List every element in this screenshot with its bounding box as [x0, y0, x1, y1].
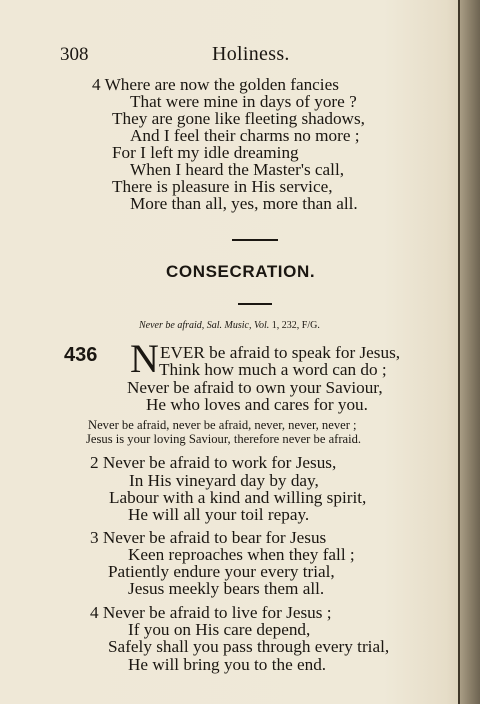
- verse2-line: Labour with a kind and willing spirit,: [109, 488, 367, 507]
- verse4-line: He will bring you to the end.: [128, 655, 327, 674]
- chorus-line: Jesus is your loving Saviour, therefore never be afraid.: [86, 432, 362, 446]
- verse3-line: 3 Never be afraid to bear for Jesus: [90, 528, 327, 547]
- verse3-line: Keen reproaches when they fall ;: [128, 545, 355, 564]
- drop-cap: N: [130, 336, 159, 381]
- tune-reference: [139, 320, 320, 331]
- running-title: Holiness.: [212, 43, 290, 65]
- prev-verse-line: 4 Where are now the golden fancies: [92, 75, 339, 94]
- chorus-line: Never be afraid, never be afraid, never, never, never ;: [88, 418, 357, 432]
- prev-verse-line: That were mine in days of yore ?: [130, 92, 357, 111]
- verse1-line: Never be afraid to own your Saviour,: [127, 378, 383, 397]
- verse1-line: EVER be afraid to speak for Jesus,: [160, 343, 401, 362]
- book-gutter: [460, 0, 480, 704]
- page-number: 308: [60, 44, 89, 65]
- prev-verse-line: And I feel their charms no more ;: [130, 126, 360, 145]
- tune-reference-italic: Never be afraid, Sal. Music, Vol.: [139, 320, 270, 331]
- section-divider-top: [232, 239, 278, 241]
- verse3-line: Jesus meekly bears them all.: [128, 579, 325, 598]
- tune-reference-tail: 1, 232, F/G.: [269, 320, 320, 331]
- prev-verse-line: More than all, yes, more than all.: [130, 194, 358, 213]
- prev-verse-line: For I left my idle dreaming: [112, 143, 299, 162]
- hymn-number: 436: [64, 344, 98, 366]
- prev-verse-line: When I heard the Master's call,: [130, 160, 345, 179]
- verse2-line: He will all your toil repay.: [128, 505, 310, 524]
- prev-verse-line: There is pleasure in His service,: [112, 177, 333, 196]
- verse2-line: In His vineyard day by day,: [129, 471, 319, 490]
- prev-verse-line: They are gone like fleeting shadows,: [112, 109, 365, 128]
- verse4-line: If you on His care depend,: [128, 620, 311, 639]
- verse3-line: Patiently endure your every trial,: [108, 562, 335, 581]
- section-divider-bottom: [238, 303, 272, 305]
- verse4-line: 4 Never be afraid to live for Jesus ;: [90, 603, 332, 622]
- verse1-line: Think how much a word can do ;: [159, 360, 387, 379]
- verse1-line: He who loves and cares for you.: [146, 395, 368, 414]
- verse2-line: 2 Never be afraid to work for Jesus,: [90, 453, 337, 472]
- verse4-line: Safely shall you pass through every trial,: [108, 637, 390, 656]
- section-title: CONSECRATION.: [166, 262, 316, 281]
